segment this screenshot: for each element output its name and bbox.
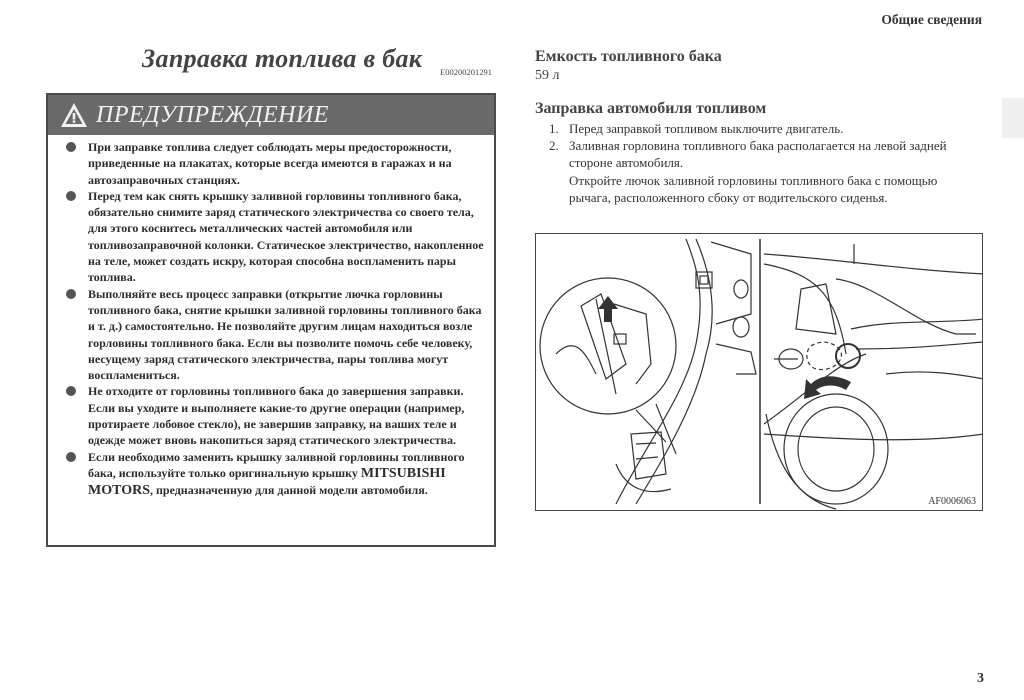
warning-list	[48, 135, 494, 500]
warning-title: ПРЕДУПРЕЖДЕНИЕ	[96, 101, 329, 128]
warning-item-text: Если необходимо заменить крышку заливной горловины топливного бака, используйте только оригинальную крышку	[88, 449, 465, 480]
curved-arrow-icon	[804, 376, 851, 399]
fuel-door-release-lever-illustration	[540, 239, 756, 504]
capacity-heading: Емкость топливного бака	[535, 48, 722, 65]
warning-triangle-icon	[60, 102, 88, 128]
step-extra-text: Откройте лючок заливной горловины топливного бака с помощью рычага, расположенного сбоку от водительского сиденья.	[569, 172, 938, 205]
page-title: Заправка топлива в бак	[142, 44, 423, 73]
step-number: 2.	[549, 138, 559, 154]
warning-item-text: При заправке топлива следует соблюдать меры предосторожности, приведенные на плакатах, которые всегда имеются в гаражах и на автозаправочных станциях.	[88, 140, 452, 187]
warning-box	[46, 93, 496, 547]
bullet-icon	[66, 191, 76, 201]
warning-header	[48, 95, 494, 135]
warning-item-text: Не отходите от горловины топливного бака до завершения заправки. Если вы уходите и выполняете какие-то другие операции (например, протираете лобовое стекло), не завершив заправку, на ваших теле и одежде может вновь накопиться заряд статического электричества.	[88, 384, 465, 448]
warning-item	[62, 383, 484, 448]
steps-list	[535, 120, 975, 206]
step-item	[535, 137, 975, 206]
warning-item-text: , предназначенную для данной модели автомобиля.	[149, 483, 428, 498]
bullet-icon	[66, 386, 76, 396]
brand-name: MITSUBISHI MOTORS	[88, 465, 446, 499]
step-item	[535, 120, 975, 137]
warning-item-text: Выполняйте весь процесс заправки (открытие лючка горловины топливного бака, снятие крышки заливной горловины топливного бака и т. д.) самостоятельно. Не позволяйте другим лицам находиться возле горловины топливного бака. Если вы позволите помочь себе человеку, несущему заряд статического электричества, пары топлива могут воспламениться.	[88, 286, 482, 383]
capacity-value: 59 л	[535, 68, 560, 83]
right-column	[535, 48, 975, 206]
step-text: Заливная горловина топливного бака располагается на левой задней стороне автомобиля.	[569, 138, 947, 171]
bullet-icon	[66, 289, 76, 299]
warning-item	[62, 188, 484, 286]
bullet-icon	[66, 142, 76, 152]
section-tab	[1002, 98, 1024, 138]
car-rear-left-fuel-door-illustration	[764, 244, 983, 509]
page-number: 3	[977, 671, 984, 686]
step-number: 1.	[549, 121, 559, 136]
section-header: Общие сведения	[881, 12, 982, 27]
bullet-icon	[66, 452, 76, 462]
warning-item	[62, 139, 484, 188]
refuel-heading: Заправка автомобиля топливом	[535, 100, 767, 117]
warning-item-text: Перед тем как снять крышку заливной горловины топливного бака, обязательно снимите заряд статического электричества со своего тела, для этого коснитесь металлических частей автомобиля или топливозаправочной колонки. Статическое электричество, накопленное на теле, может создать искру, которая способна воспламенить пары топлива.	[88, 188, 484, 285]
figure-drawing	[536, 234, 983, 511]
warning-item	[62, 286, 484, 384]
fuel-door-figure	[535, 233, 983, 511]
figure-code: AF0006063	[928, 496, 976, 507]
step-text: Перед заправкой топливом выключите двигатель.	[569, 121, 844, 136]
document-code: E00200201291	[440, 67, 492, 77]
warning-item	[62, 449, 484, 500]
